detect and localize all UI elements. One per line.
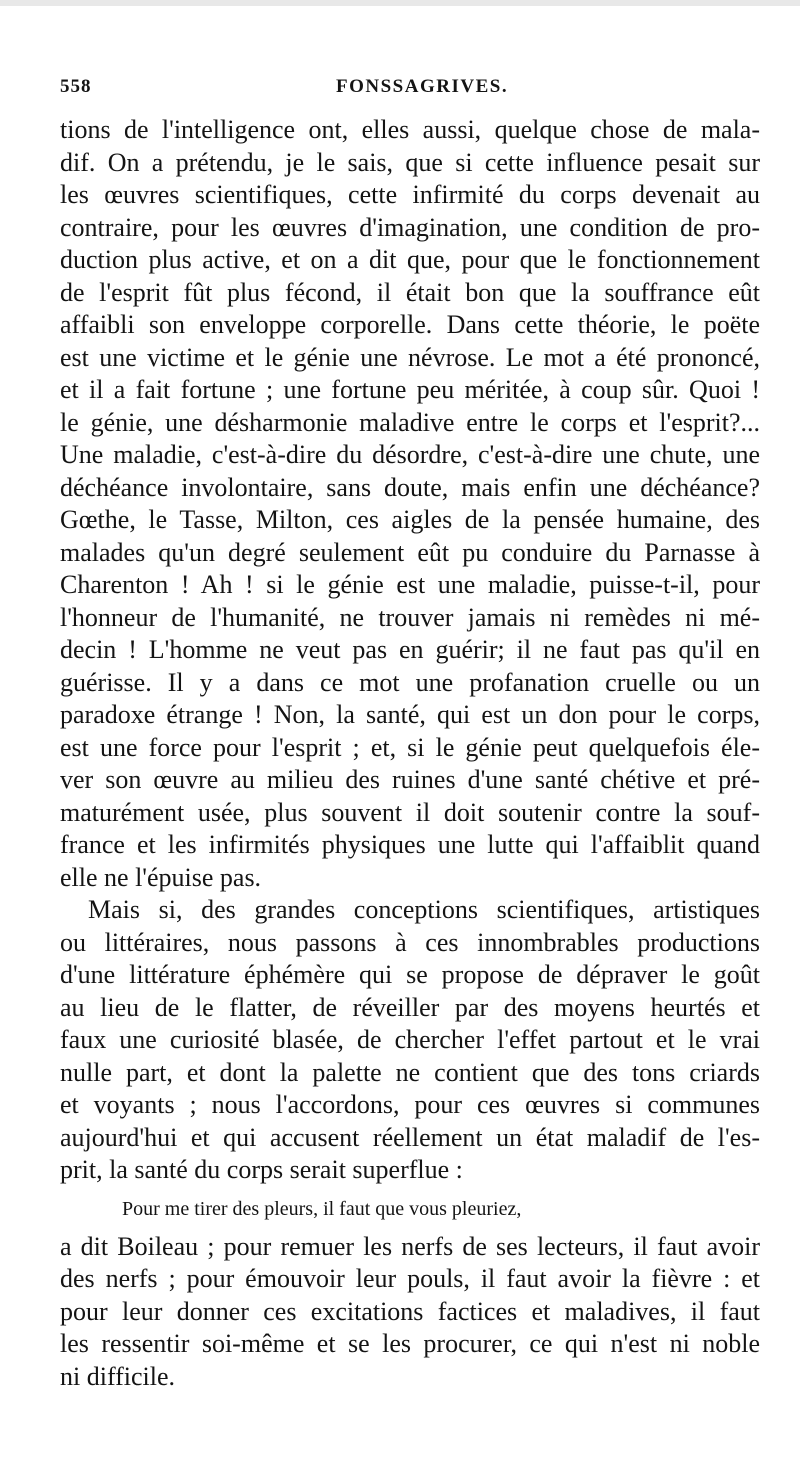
text-line: nulle part, et dont la palette ne contient que des tons criards	[60, 1057, 760, 1087]
text-line: guérisse. Il y a dans ce mot une profanation cruelle ou un	[60, 667, 760, 697]
text-line: a dit Boileau ; pour remuer les nerfs de ses lecteurs, il faut avoir	[60, 1231, 760, 1261]
page-top-edge	[0, 0, 800, 6]
text-line: ver son œuvre au milieu des ruines d'une santé chétive et pré-	[60, 765, 760, 794]
text-line: au lieu de le flatter, de réveiller par des moyens heurtés et	[60, 992, 760, 1022]
text-line: france et les infirmités physiques une lutte qui l'affaiblit quand	[60, 830, 760, 859]
verse-quote: Pour me tirer des pleurs, il faut que vous pleuriez,	[122, 1197, 522, 1220]
text-line: le génie, une désharmonie maladive entre le corps et l'esprit?...	[60, 407, 760, 437]
text-line: decin ! L'homme ne veut pas en guérir; il ne faut pas qu'il en	[60, 635, 760, 664]
text-line: aujourd'hui et qui accusent réellement un état maladif de l'es-	[60, 1122, 760, 1152]
text-line: prit, la santé du corps serait superflue :	[60, 1155, 463, 1184]
paragraph-3	[60, 1231, 760, 1394]
text-line: contraire, pour les œuvres d'imagination, une condition de pro-	[60, 212, 760, 242]
text-line: paradoxe étrange ! Non, la santé, qui est un don pour le corps,	[60, 700, 760, 729]
text-line: dif. On a prétendu, je le sais, que si cette influence pesait sur	[60, 147, 760, 177]
text-line: elle ne l'épuise pas.	[60, 862, 262, 892]
paragraph-1	[60, 114, 760, 894]
text-line: les ressentir soi-même et se les procurer, ce qui n'est ni noble	[60, 1329, 760, 1358]
text-line: Une maladie, c'est-à-dire du désordre, c'est-à-dire une chute, une	[60, 440, 760, 469]
running-title: FONSSAGRIVES.	[336, 76, 509, 97]
paragraph-2	[60, 894, 760, 1187]
text-line: pour leur donner ces excitations factices et maladives, il faut	[60, 1296, 760, 1326]
text-line: maturément usée, plus souvent il doit soutenir contre la souf-	[60, 797, 760, 827]
text-line: et voyants ; nous l'accordons, pour ces œuvres si communes	[60, 1090, 760, 1119]
text-line: d'une littérature éphémère qui se propose de dépraver le goût	[60, 960, 760, 989]
text-line: est une victime et le génie une névrose. Le mot a été prononcé,	[60, 342, 760, 372]
text-line: déchéance involontaire, sans doute, mais enfin une déchéance?	[60, 472, 760, 502]
text-line: malades qu'un degré seulement eût pu conduire du Parnasse à	[60, 537, 760, 567]
text-line: faux une curiosité blasée, de chercher l'effet partout et le vrai	[60, 1025, 760, 1054]
page-number: 558	[60, 76, 92, 97]
text-line: les œuvres scientifiques, cette infirmité du corps devenait au	[60, 180, 760, 209]
body-text	[60, 114, 760, 1393]
page-header	[60, 76, 740, 106]
text-line: ni difficile.	[60, 1361, 176, 1391]
text-line: est une force pour l'esprit ; et, si le génie peut quelquefois éle-	[60, 732, 760, 762]
text-line: tions de l'intelligence ont, elles aussi, quelque chose de mala-	[60, 115, 760, 144]
text-line: duction plus active, et on a dit que, pour que le fonctionnement	[60, 245, 760, 274]
text-line: affaibli son enveloppe corporelle. Dans cette théorie, le poëte	[60, 310, 760, 339]
text-line: de l'esprit fût plus fécond, il était bon que la souffrance eût	[60, 277, 760, 307]
text-line: des nerfs ; pour émouvoir leur pouls, il faut avoir la fièvre : et	[60, 1264, 760, 1293]
text-line: Charenton ! Ah ! si le génie est une maladie, puisse-t-il, pour	[60, 570, 760, 599]
text-line: ou littéraires, nous passons à ces innombrables productions	[60, 927, 760, 957]
text-line: Mais si, des grandes conceptions scientifiques, artistiques	[88, 895, 760, 924]
text-line: l'honneur de l'humanité, ne trouver jamais ni remèdes ni mé-	[60, 602, 760, 632]
text-line: et il a fait fortune ; une fortune peu méritée, à coup sûr. Quoi !	[60, 375, 760, 404]
text-line: Gœthe, le Tasse, Milton, ces aigles de la pensée humaine, des	[60, 505, 760, 534]
